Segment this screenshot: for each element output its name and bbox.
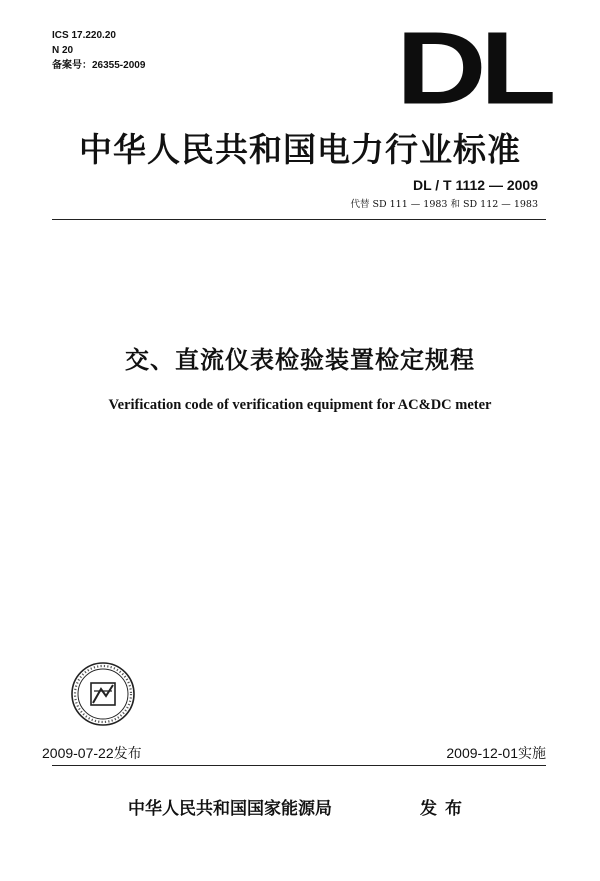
replaces-note: 代替 SD 111 — 1983 和 SD 112 — 1983 xyxy=(350,199,538,210)
document-title: 交、直流仪表检验装置检定规程 xyxy=(125,346,475,374)
standard-category-title: 中华人民共和国电力行业标准 xyxy=(79,130,521,169)
category-code: N 20 xyxy=(52,45,74,56)
publish-label: 发布 xyxy=(420,799,470,819)
filing-number: 备案号：26355-2009 xyxy=(52,60,146,71)
top-divider xyxy=(52,219,546,220)
publisher-seal-icon xyxy=(70,661,136,727)
standard-number: DL / T 1112 — 2009 xyxy=(412,177,538,193)
publisher-name: 中华人民共和国国家能源局 xyxy=(128,799,332,819)
implementation-date: 2009-12-01实施 xyxy=(446,745,546,761)
bottom-divider xyxy=(52,765,546,766)
document-metadata xyxy=(52,28,145,73)
document-title-english: Verification code of verification equipment for AC&DC meter xyxy=(108,397,492,413)
issue-date: 2009-07-22发布 xyxy=(42,745,142,761)
dl-logo: DL xyxy=(396,10,550,126)
ics-code: ICS 17.220.20 xyxy=(52,30,116,41)
